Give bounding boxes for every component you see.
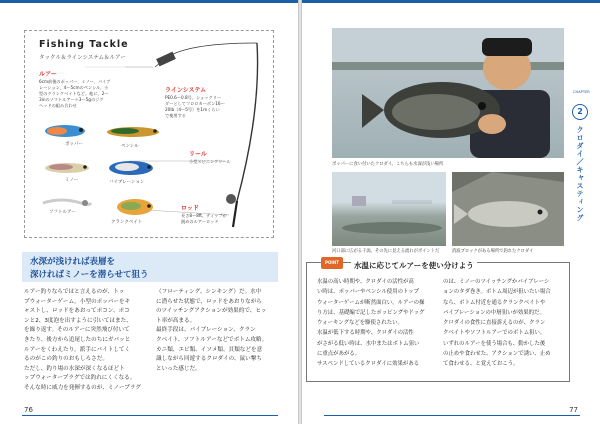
chapter-label: CHAPTER [573,90,590,94]
chapter-number-badge: 2 [572,104,588,120]
chapter-title: クロダイ／キャスティング [576,126,584,222]
soft-lure-icon [41,197,93,209]
soft-lure-label: ソフトルアー [49,210,76,215]
point-column-1: 水温の高い時期や、クロダイの活性が高 い時は、ポッパーやペンシル使用のトップ ウォーターゲームが断然面白い。ルアーの操 り方は、基礎編で記したポッピングやドッグ ウォーキングなどを駆使されたい。 水温が低下する時期や、クロダイの活性 がさがる低い時は、水中またはボトム狙い に重点があがる。 サスペンドしているクロダイに効果がある [317,279,425,368]
headline-line-1: 水深が浅ければ表層を [30,257,116,267]
lure-description: 6cm前後のポッパー、ミノー、バイブ レーション、4～5cmのペンシル、小 型のクランクベイトなど。他に、2～ 3inのソフトルアー＋3～5gのジグ ヘッドの組み合わせ [39,79,111,108]
photo-breakwater-kurodai [452,172,564,246]
caption-main-photo: ポッパーに食い付いたクロダイ。こちらも水深が浅い場所 [332,162,444,167]
tidal-flat-illustration [332,172,446,246]
caption-tidal-flat: 河口部に広がる干潟。その先に見える流れがポイントだ [332,249,440,254]
breakwater-fish-illustration [452,172,564,246]
pencil-lure-icon [105,125,161,139]
rod-heading: ロッド [181,205,199,212]
minnow-label: ミノー [65,178,79,183]
crankbait-label: クランクベイト [111,220,143,225]
angler-fish-illustration [332,28,564,158]
line-system-heading: ラインシステム [165,87,207,94]
book-spine [298,0,302,424]
headline-line-2: 深ければミノーを潜らせて狙う [30,270,149,280]
point-title: 水温に応じてルアーを使い分けよう [351,260,477,271]
lure-heading: ルアー [39,71,57,78]
footer-rule [324,415,580,416]
point-badge: POINT [321,257,343,269]
section-headline [22,252,278,282]
vibration-label: バイブレーション [109,180,145,185]
popper-lure-icon [43,123,89,139]
popper-label: ポッパー [65,142,83,147]
minnow-lure-icon [43,161,91,175]
page-number-left: 76 [24,406,33,414]
tackle-subtitle: タックル＆ラインシステム＆ルアー [39,55,126,61]
reel-heading: リール [189,151,207,158]
reel-icon [226,194,236,204]
page-number-right: 77 [569,406,578,414]
photo-tidal-flat [332,172,446,246]
tackle-title: Fishing Tackle [39,39,129,50]
left-page [0,0,298,424]
vibration-lure-icon [107,159,155,177]
crankbait-lure-icon [113,197,157,217]
footer-rule [22,415,278,416]
point-column-2: のは、ミノーのツイッチングかバイブレーシ ョンのタダ巻き。ボトム周辺が狙いたい場合 なら、ボトム付近を通るクランクベイトや バイブレーションの中層狙いが効果的だ。 クロダイの食性に直接訴えるのが、クラン クベイトやソフトルアーでのボトム狙い。 いずれのルアーを使う場合も、動かした後 の止めや食わせた、アクションで誘い、止め て食わせる、と覚えておこう。 [443,279,551,368]
rod-description: 長さ8～8ft。ティップが 鋭めのルアーロッド [181,213,227,224]
right-page [302,0,600,424]
chapter-sidebar [570,92,590,232]
pencil-label: ペンシル [121,144,139,149]
body-column-1: ルアー釣りならではと言えるのが、トッ プウォーターゲーム。小型のポッパーをキ ャストし、ロッドをあおってポコン、ポコ ンと2、3度泡を出すように引いてはまた、 を繰り返す。そのルアーに突然飛び付いて きたり、後方から追尾したのちにガバッと ルアーをくわえたり。派手にバイトしてく るのがこの釣りのおもしろさだ。 ただし、釣り場の水深が深くなるほどト ップウォータープラグでは釣れにくくなる。 そんな時に威力を発揮するのが、ミノープラグ [24,289,142,391]
caption-breakwater: 消波ブロックがある場所で釣れたクロダイ [452,249,534,254]
photo-angler-with-kurodai [332,28,564,158]
line-system-description: PE0.6～0.8号、ショックリー ダーとしてフロロカーボン16～ 20lb（4～5号）を1mくらい で使用する [165,95,225,118]
top-accent-bar [0,0,298,3]
body-column-2: （フローティング、シンキング）だ。水中 に潜らせた状態で、ロッドをあおりながら のツイッチングアクションが効果的で、ヒッ ト率が高まる。 最終手段は、バイブレーション、クラン クベイト、ソフトルアーなどでボトム攻略。 カニ類、エビ類、イソメ類、貝類などを意 識しながら回遊するクロダイの、鼠い撃ち といった感じだ。 [156,289,268,372]
reel-description: 小型スピニングリール [189,159,231,164]
point-box [306,262,570,382]
tackle-diagram [24,30,274,238]
top-accent-bar [302,0,600,3]
